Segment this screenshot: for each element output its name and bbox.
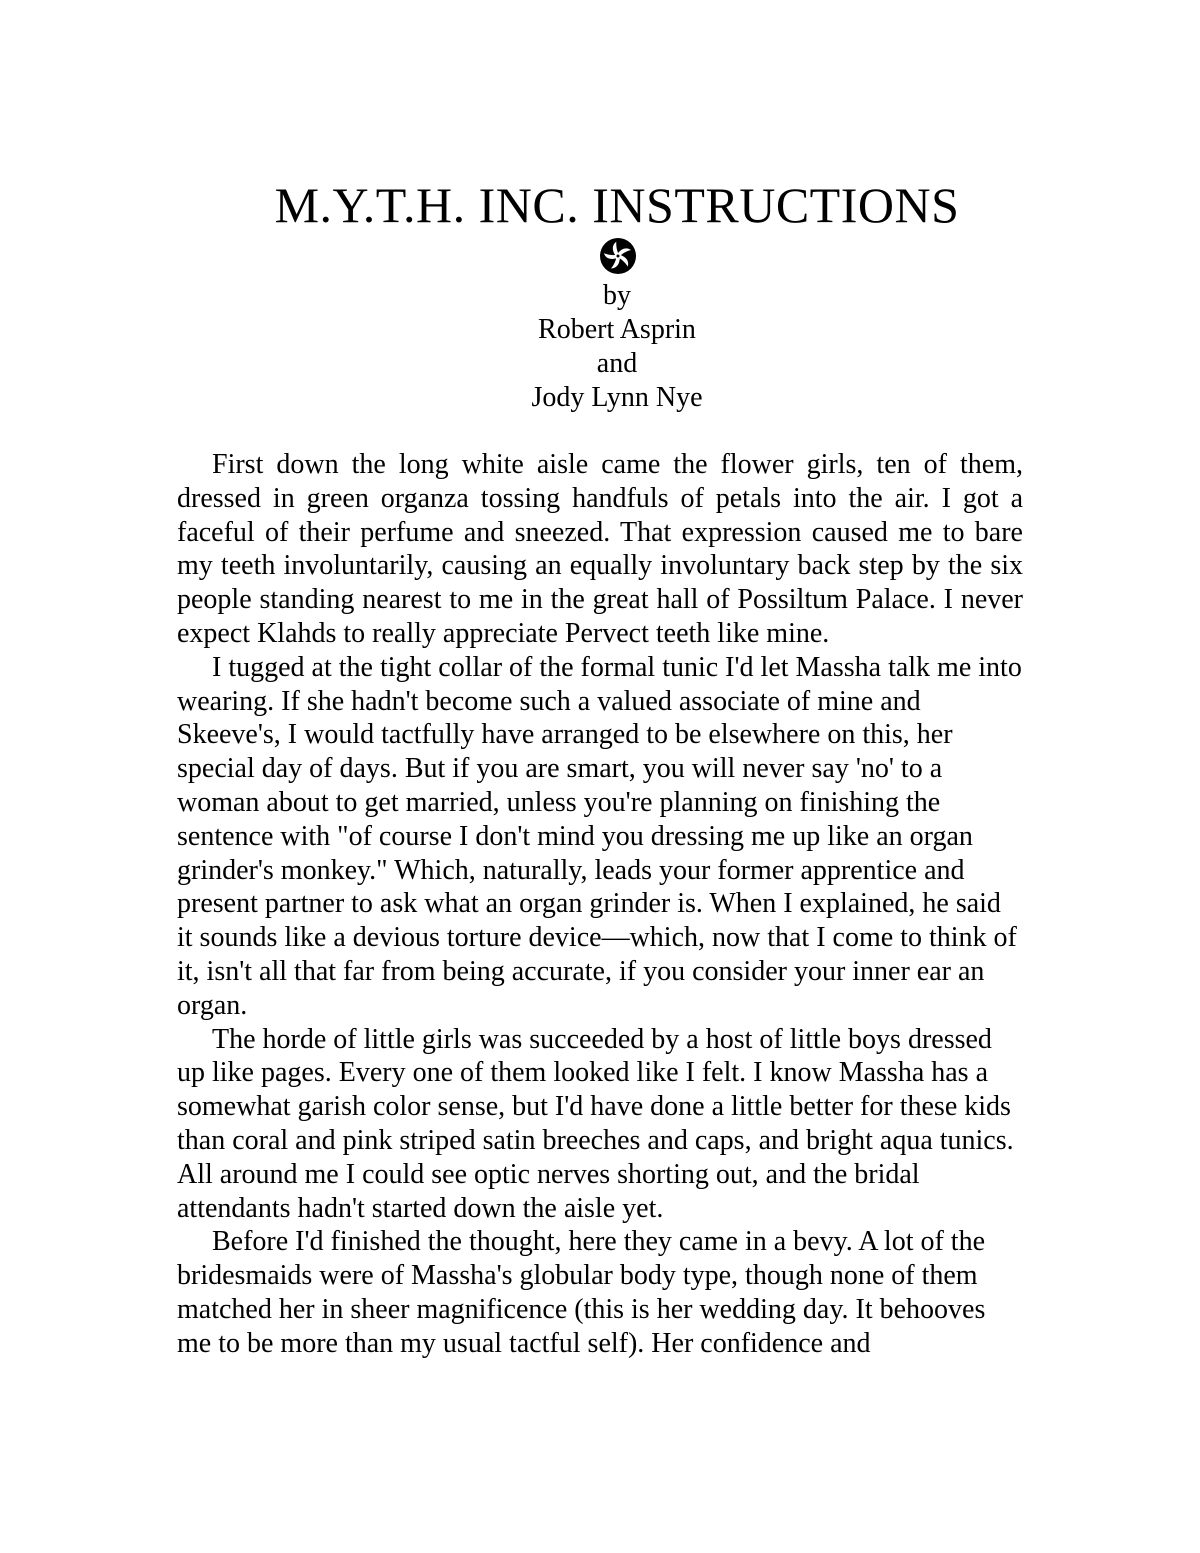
paragraph: I tugged at the tight collar of the formal tunic I'd let Massha talk me into wearing. If she hadn't become such a valued associate of mine and Skeeve's, I would tactfully have arranged to be elsewhere on this, her special day of days. But if you are smart, you will never say 'no' to a woman about to get married, unless you're planning on finishing the sentence with "of course I don't mind you dressing me up like an organ grinder's monkey." Which, naturally, leads your former apprentice and present partner to ask what an organ grinder is. When I explained, he said it sounds like a devious torture device—which, now that I come to think of it, isn't all that far from being accurate, if you consider your inner ear an organ.	[177, 651, 1022, 1021]
byline-by: by	[603, 280, 631, 311]
paragraph: First down the long white aisle came the flower girls, ten of them, dressed in green organza tossing handfuls of petals into the air. I got a faceful of their perfume and sneezed. That expression caused me to bare my teeth involuntarily, causing an equally involuntary back step by the six people standing nearest to me in the great hall of Possiltum Palace. I never expect Klahds to really appreciate Pervect teeth like mine.	[177, 449, 1023, 649]
story-title: M.Y.T.H. INC. INSTRUCTIONS	[274, 177, 960, 233]
flower-ornament-icon	[598, 236, 638, 276]
byline	[0, 279, 1200, 415]
author-name: Jody Lynn Nye	[531, 382, 703, 413]
story-body	[177, 448, 1023, 1361]
paragraph: Before I'd finished the thought, here they came in a bevy. A lot of the bridesmaids were of Massha's globular body type, though none of them matched her in sheer magnificence (this is her wedding day. It behooves me to be more than my usual tactful self). Her confidence and	[177, 1226, 986, 1359]
byline-and: and	[596, 348, 638, 379]
author-name: Robert Asprin	[538, 314, 696, 345]
paragraph: The horde of little girls was succeeded by a host of little boys dressed up like pages. Every one of them looked like I felt. I know Massha has a somewhat garish color sense, but I'd have done a little better for these kids than coral and pink striped satin breeches and caps, and bright aqua tunics. All around me I could see optic nerves shorting out, and the bridal attendants hadn't started down the aisle yet.	[177, 1023, 1014, 1224]
